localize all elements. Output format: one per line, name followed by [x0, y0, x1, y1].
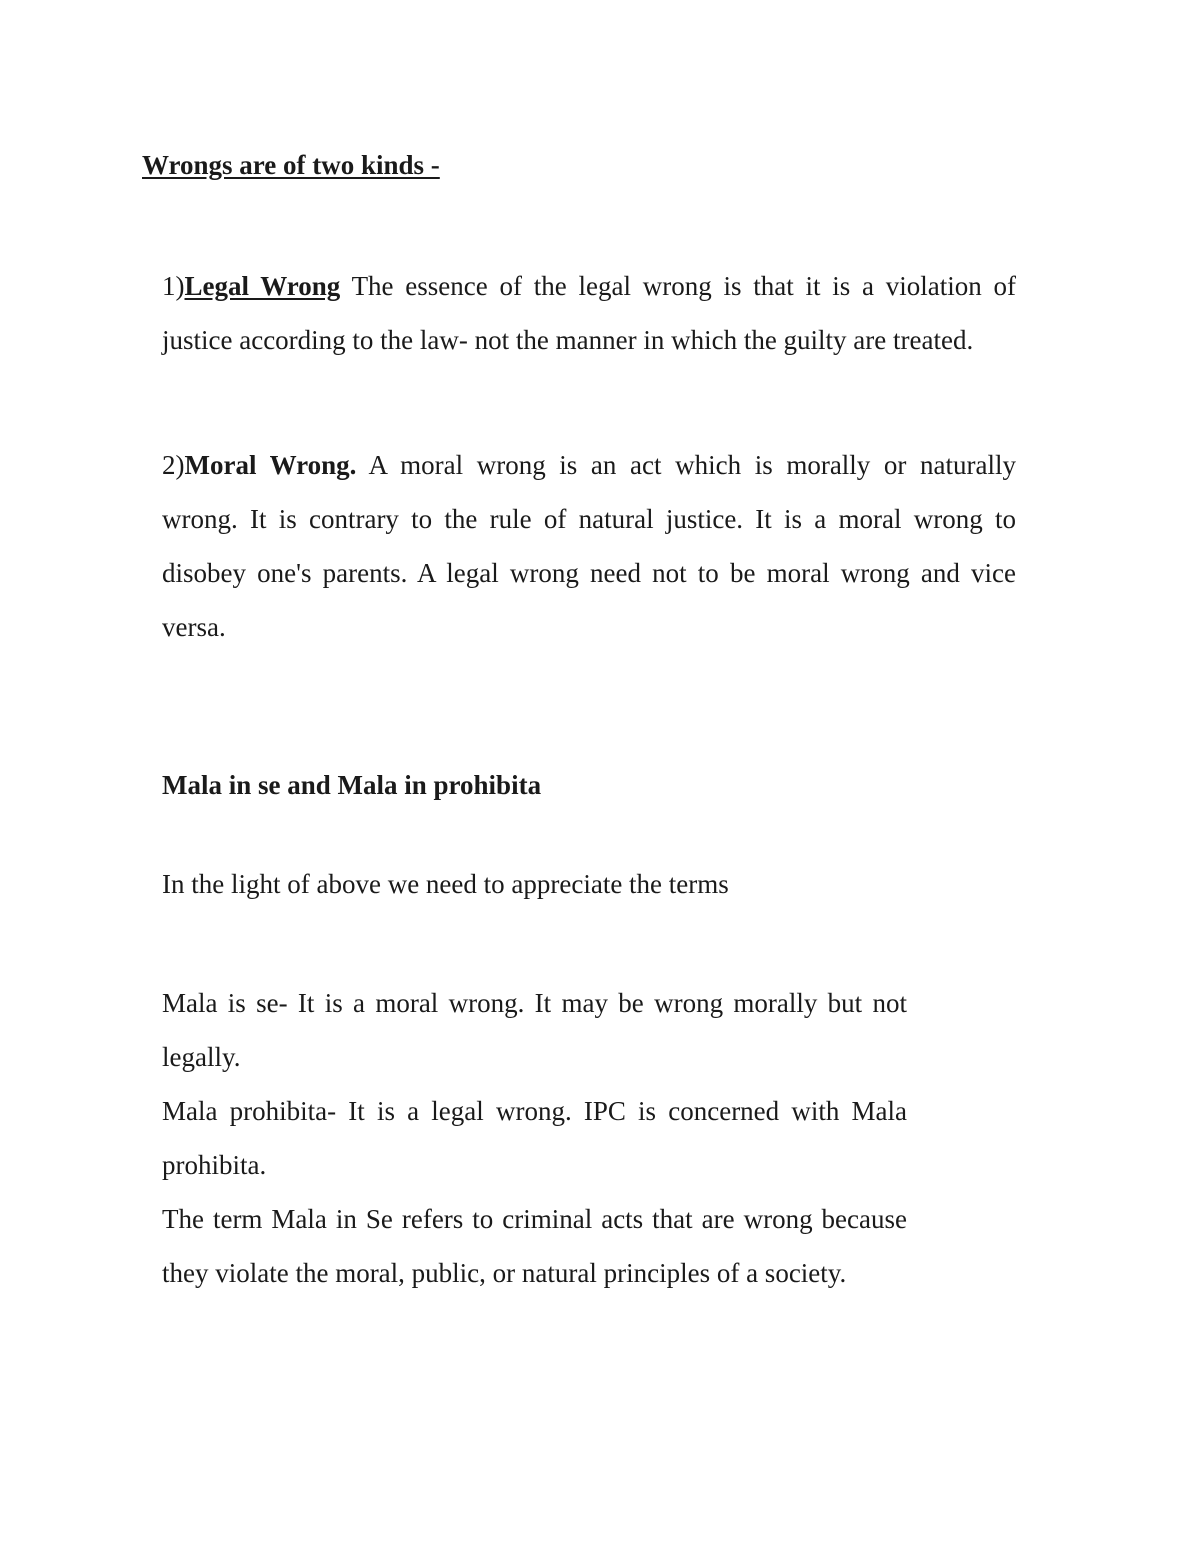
mala-in-se-paragraph: Mala is se- It is a moral wrong. It may be wrong morally but not legally.: [162, 988, 907, 1072]
moral-wrong-label: Moral Wrong.: [184, 450, 357, 480]
mala-in-se-term-paragraph: The term Mala in Se refers to criminal acts that are wrong because they violate the moral, public, or natural principles of a society.: [162, 1204, 907, 1288]
legal-wrong-paragraph: [162, 259, 1016, 367]
intro-line: In the light of above we need to appreciate the terms: [162, 869, 729, 899]
moral-wrong-text: A moral wrong is an act which is morally or naturally wrong. It is contrary to the rule of natural justice. It is a moral wrong to disobey one's parents. A legal wrong need not to be moral wrong and vice versa.: [162, 450, 1016, 642]
section-heading: Wrongs are of two kinds -: [142, 150, 440, 180]
moral-wrong-paragraph: [162, 438, 1016, 654]
moral-wrong-number: 2): [162, 450, 185, 480]
legal-wrong-number: 1): [162, 271, 185, 301]
legal-wrong-label: Legal Wrong: [184, 271, 341, 301]
mala-prohibita-paragraph: Mala prohibita- It is a legal wrong. IPC is concerned with Mala prohibita.: [162, 1096, 907, 1180]
subsection-heading: Mala in se and Mala in prohibita: [162, 770, 542, 800]
legal-wrong-text: The essence of the legal wrong is that it is a violation of justice according to the law- not the manner in which the guilty are treated.: [162, 271, 1016, 355]
mala-definitions: [162, 976, 907, 1300]
